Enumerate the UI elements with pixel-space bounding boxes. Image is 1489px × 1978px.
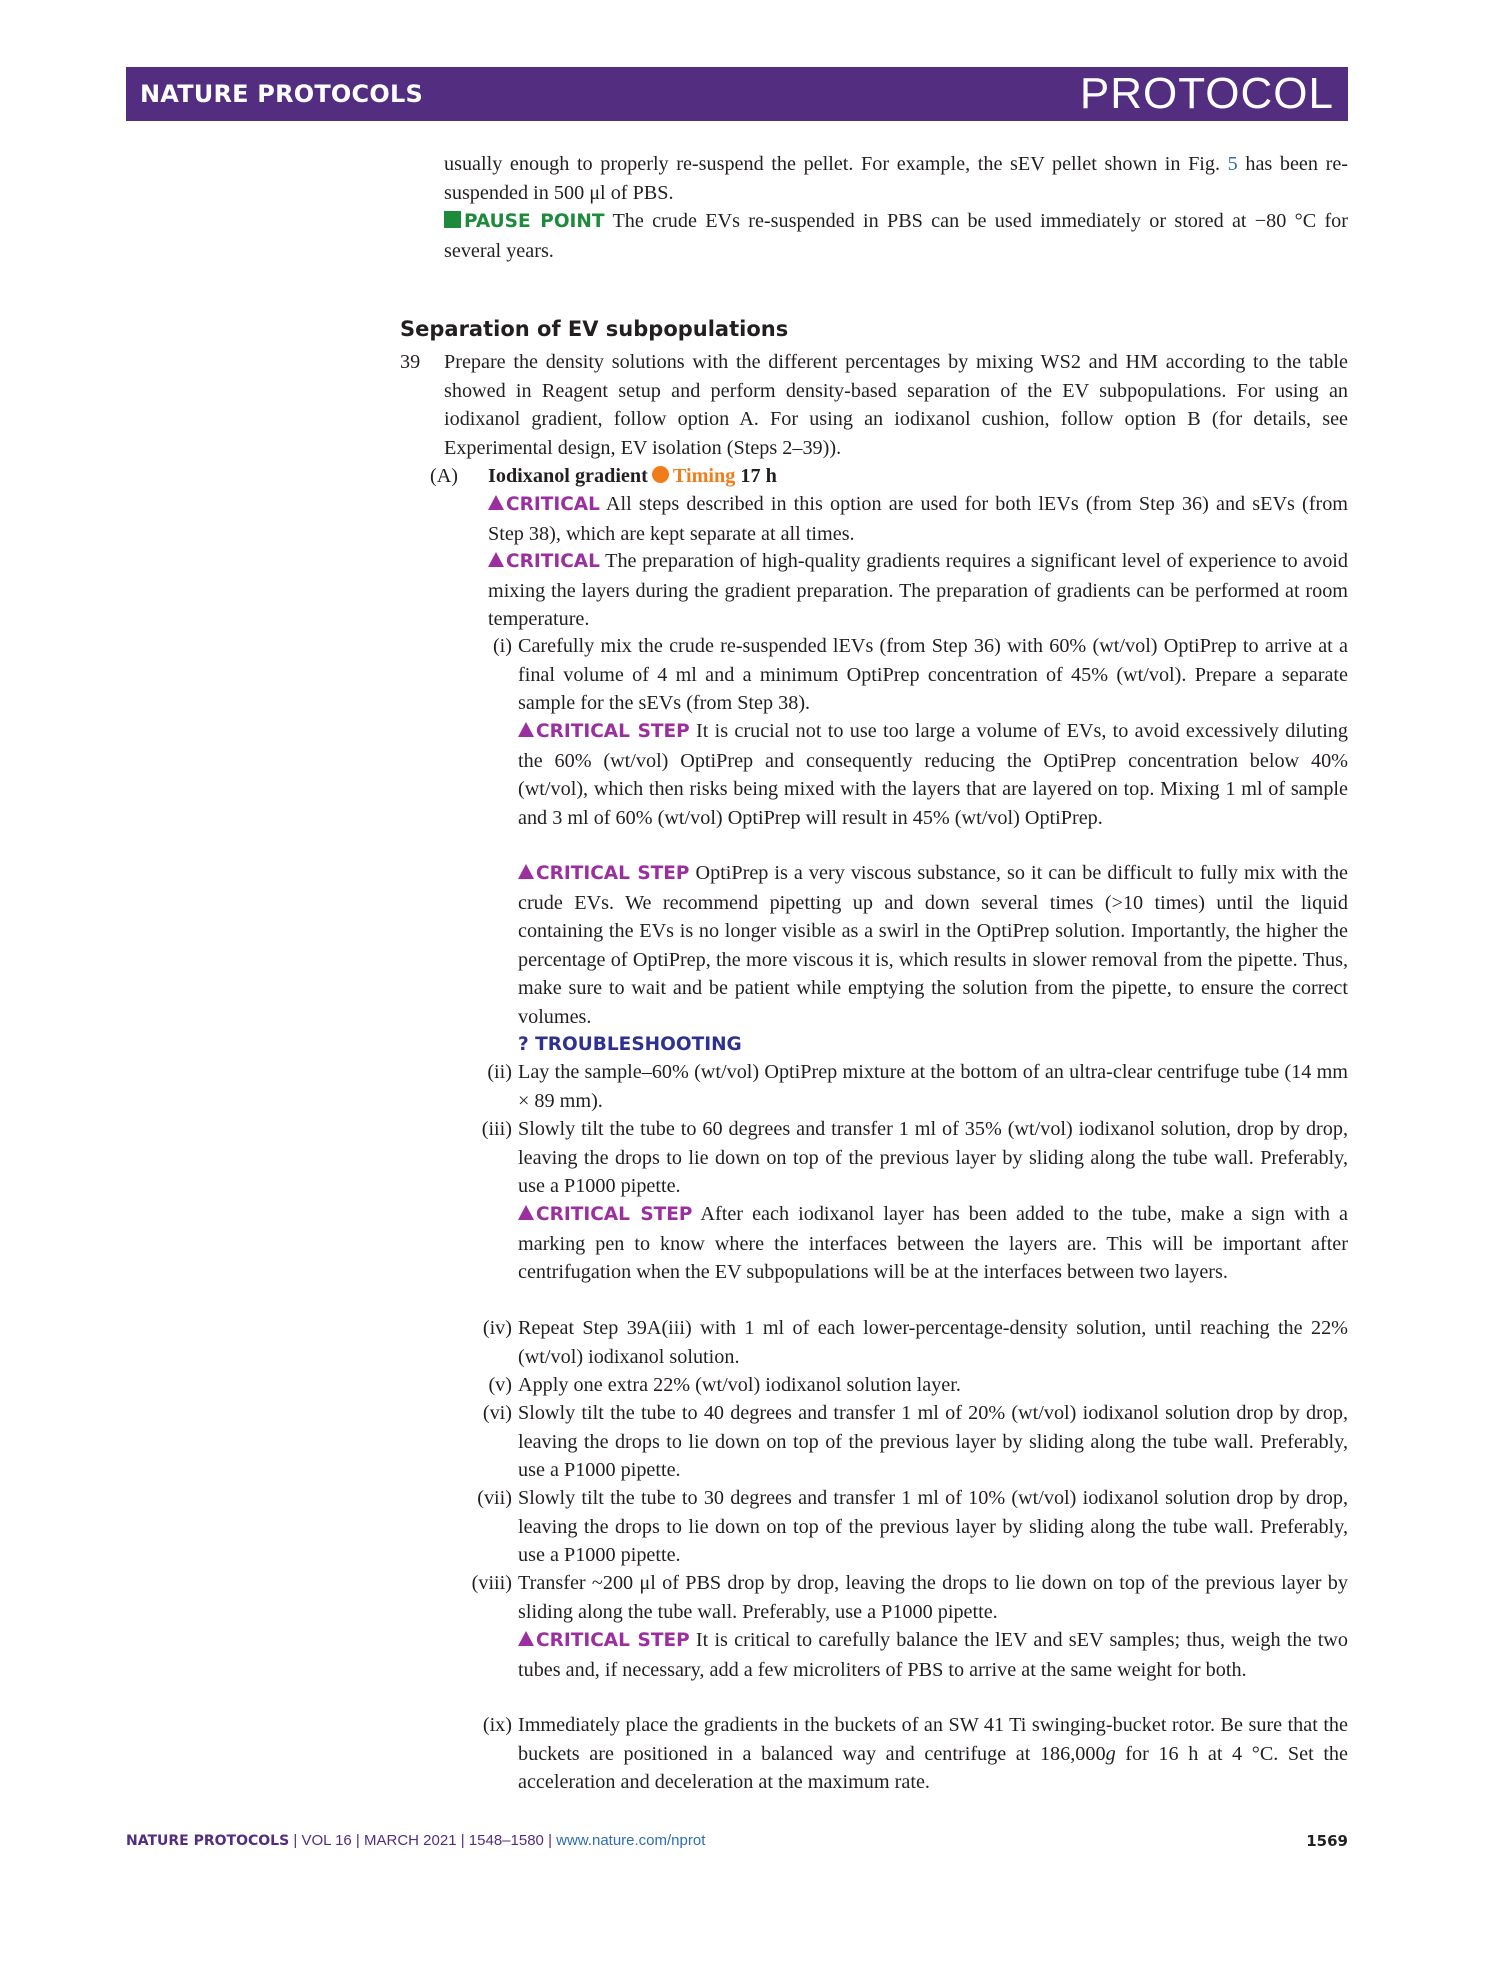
footer-separator: | <box>460 1832 465 1849</box>
step-39-text: Prepare the density solutions with the different percentages by mixing WS2 and HM according to the table showed in Reagent setup and perform density-based separation of the EV subpopulations. For using an iodixanol gradient, follow option A. For using an iodixanol cushion, follow option B (for details, see Experimental design, EV isolation (Steps 2–39)). <box>444 351 1348 459</box>
substep-number: (i) <box>492 635 512 657</box>
substep-number: (v) <box>488 1374 512 1396</box>
critical-step-label: CRITICAL STEP <box>536 1204 693 1225</box>
substep-number: (vii) <box>477 1487 512 1509</box>
critical-step-text: It is critical to carefully balance the lEV and sEV samples; thus, weigh the two tubes and, if necessary, add a few microliters of PBS to arrive at the same weight for both. <box>518 1629 1348 1681</box>
page-footer <box>126 1832 705 1849</box>
critical-triangle-icon <box>518 864 534 879</box>
intro-text-part1: usually enough to properly re-suspend the pellet. For example, the sEV pellet shown in Fig. <box>444 153 1228 175</box>
critical-step-i-2 <box>518 859 1348 1031</box>
footer-separator: | <box>355 1832 360 1849</box>
critical-step-iii <box>518 1200 1348 1287</box>
timing-label: Timing <box>672 465 736 487</box>
troubleshooting-link[interactable]: ? TROUBLESHOOTING <box>518 1034 742 1055</box>
substep-iv-text: Repeat Step 39A(iii) with 1 ml of each lower-percentage-density solution, until reaching the 22% (wt/vol) iodixanol solution. <box>518 1317 1348 1368</box>
substep-number: (vi) <box>482 1402 512 1424</box>
troubleshooting-paragraph <box>518 1030 1348 1060</box>
critical-step-text: It is crucial not to use too large a volume of EVs, to avoid excessively diluting the 60% (wt/vol) OptiPrep and consequently reducing the OptiPrep concentration below 40% (wt/vol), which then risks being mixed with the layers that are layered on top. Mixing 1 ml of sample and 3 ml of 60% (wt/vol) OptiPrep will result in 45% (wt/vol) OptiPrep. <box>518 720 1348 829</box>
footer-separator: | <box>548 1832 552 1849</box>
substep-ix-text-part1: Immediately place the gradients in the buckets of an SW 41 Ti swinging-bucket rotor. Be sure that the buckets are positioned in a balanced way and centrifuge at 186,000 <box>518 1714 1348 1765</box>
critical-note-1 <box>488 490 1348 548</box>
substep-vi-text: Slowly tilt the tube to 40 degrees and transfer 1 ml of 20% (wt/vol) iodixanol solution drop by drop, leaving the drops to lie down on top of the previous layer by sliding along the tube wall. Preferably, use a P1000 pipette. <box>518 1402 1348 1481</box>
critical-step-label: CRITICAL STEP <box>536 863 690 884</box>
footer-pages: 1548–1580 <box>468 1832 544 1849</box>
intro-text-part2: has been re-suspended in 500 μl of PBS. <box>444 153 1348 204</box>
critical-step-text: OptiPrep is a very viscous substance, so it can be difficult to fully mix with the crude EVs. We recommend pipetting up and down several times (>10 times) until the liquid containing the EVs is no longer visible as a swirl in the OptiPrep solution. Importantly, the higher the percentage of OptiPrep, the more viscous it is, which results in slower removal from the pipette. Thus, make sure to wait and be patient while emptying the solution from the pipette, to ensure the correct volumes. <box>518 862 1348 1028</box>
substep-iii-text: Slowly tilt the tube to 60 degrees and transfer 1 ml of 35% (wt/vol) iodixanol solution, drop by drop, leaving the drops to lie down on top of the previous layer by sliding along the tube wall. Preferably, use a P1000 pipette. <box>518 1118 1348 1197</box>
substep-number: (viii) <box>471 1572 512 1594</box>
option-a-heading <box>488 462 1348 491</box>
critical-step-text: After each iodixanol layer has been added to the tube, make a sign with a marking pen to know where the interfaces between the layers are. This will be important after centrifugation when the EV subpopulations will be at the interfaces between two layers. <box>518 1203 1348 1283</box>
substep-v-text: Apply one extra 22% (wt/vol) iodixanol solution layer. <box>518 1374 961 1396</box>
substep-ii-text: Lay the sample–60% (wt/vol) OptiPrep mixture at the bottom of an ultra-clear centrifuge tube (14 mm × 89 mm). <box>518 1061 1348 1112</box>
footer-url-link[interactable]: www.nature.com/nprot <box>556 1832 706 1849</box>
page-number: 1569 <box>1306 1832 1348 1850</box>
pause-point-text: The crude EVs re-suspended in PBS can be used immediately or stored at −80 °C for several years. <box>444 210 1348 262</box>
article-type: PROTOCOL <box>1079 69 1334 118</box>
critical-label: CRITICAL <box>506 551 600 572</box>
substep-ix-text <box>518 1711 1348 1797</box>
pause-square-icon <box>444 211 461 228</box>
critical-step-label: CRITICAL STEP <box>536 721 690 742</box>
substep-i-text: Carefully mix the crude re-suspended lEVs (from Step 36) with 60% (wt/vol) OptiPrep to arrive at a final volume of 4 ml and a minimum OptiPrep concentration of 45% (wt/vol). Prepare a separate sample for the sEVs (from Step 38). <box>518 635 1348 714</box>
substep-number: (ii) <box>487 1061 512 1083</box>
critical-text-1: All steps described in this option are used for both lEVs (from Step 36) and sEVs (from Step 38), which are kept separate at all times. <box>488 493 1348 545</box>
intro-paragraph <box>444 150 1348 207</box>
timing-dot-icon <box>652 466 669 483</box>
critical-triangle-icon <box>518 722 534 737</box>
critical-triangle-icon <box>518 1631 534 1646</box>
journal-name: NATURE PROTOCOLS <box>140 80 423 108</box>
substep-number: (ix) <box>482 1714 512 1736</box>
pause-point-label: PAUSE POINT <box>464 211 605 232</box>
critical-label: CRITICAL <box>506 494 600 515</box>
figure-link[interactable]: 5 <box>1227 153 1238 175</box>
option-a-title: Iodixanol gradient <box>488 465 648 487</box>
critical-step-viii <box>518 1626 1348 1684</box>
critical-text-2: The preparation of high-quality gradients requires a significant level of experience to avoid mixing the layers during the gradient preparation. The preparation of gradients can be performed at room temperature. <box>488 550 1348 630</box>
substep-viii-text: Transfer ~200 μl of PBS drop by drop, leaving the drops to lie down on top of the previous layer by sliding along the tube wall. Preferably, use a P1000 pipette. <box>518 1572 1348 1623</box>
footer-date: MARCH 2021 <box>364 1832 457 1849</box>
timing-value: 17 h <box>740 465 777 487</box>
footer-separator: | <box>293 1832 298 1849</box>
critical-triangle-icon <box>488 495 504 510</box>
substep-number: (iii) <box>481 1118 512 1140</box>
critical-triangle-icon <box>488 552 504 567</box>
critical-step-label: CRITICAL STEP <box>536 1630 690 1651</box>
critical-triangle-icon <box>518 1205 534 1220</box>
critical-note-2 <box>488 547 1348 634</box>
substep-number: (iv) <box>482 1317 512 1339</box>
footer-journal: NATURE PROTOCOLS <box>126 1833 290 1849</box>
journal-header-bar <box>126 67 1348 121</box>
substep-ix-text-part2: for 16 h at 4 °C. Set the acceleration and deceleration at the maximum rate. <box>518 1742 1348 1793</box>
critical-step-i-1 <box>518 717 1348 832</box>
g-force-unit: g <box>1105 1742 1116 1765</box>
section-heading: Separation of EV subpopulations <box>400 317 789 341</box>
substep-vii-text: Slowly tilt the tube to 30 degrees and transfer 1 ml of 10% (wt/vol) iodixanol solution drop by drop, leaving the drops to lie down on top of the previous layer by sliding along the tube wall. Preferably, use a P1000 pipette. <box>518 1487 1348 1566</box>
pause-point-paragraph <box>444 207 1348 265</box>
option-a-label: (A) <box>430 465 459 487</box>
step-number-39: 39 <box>400 351 421 373</box>
footer-volume: VOL 16 <box>301 1832 352 1849</box>
